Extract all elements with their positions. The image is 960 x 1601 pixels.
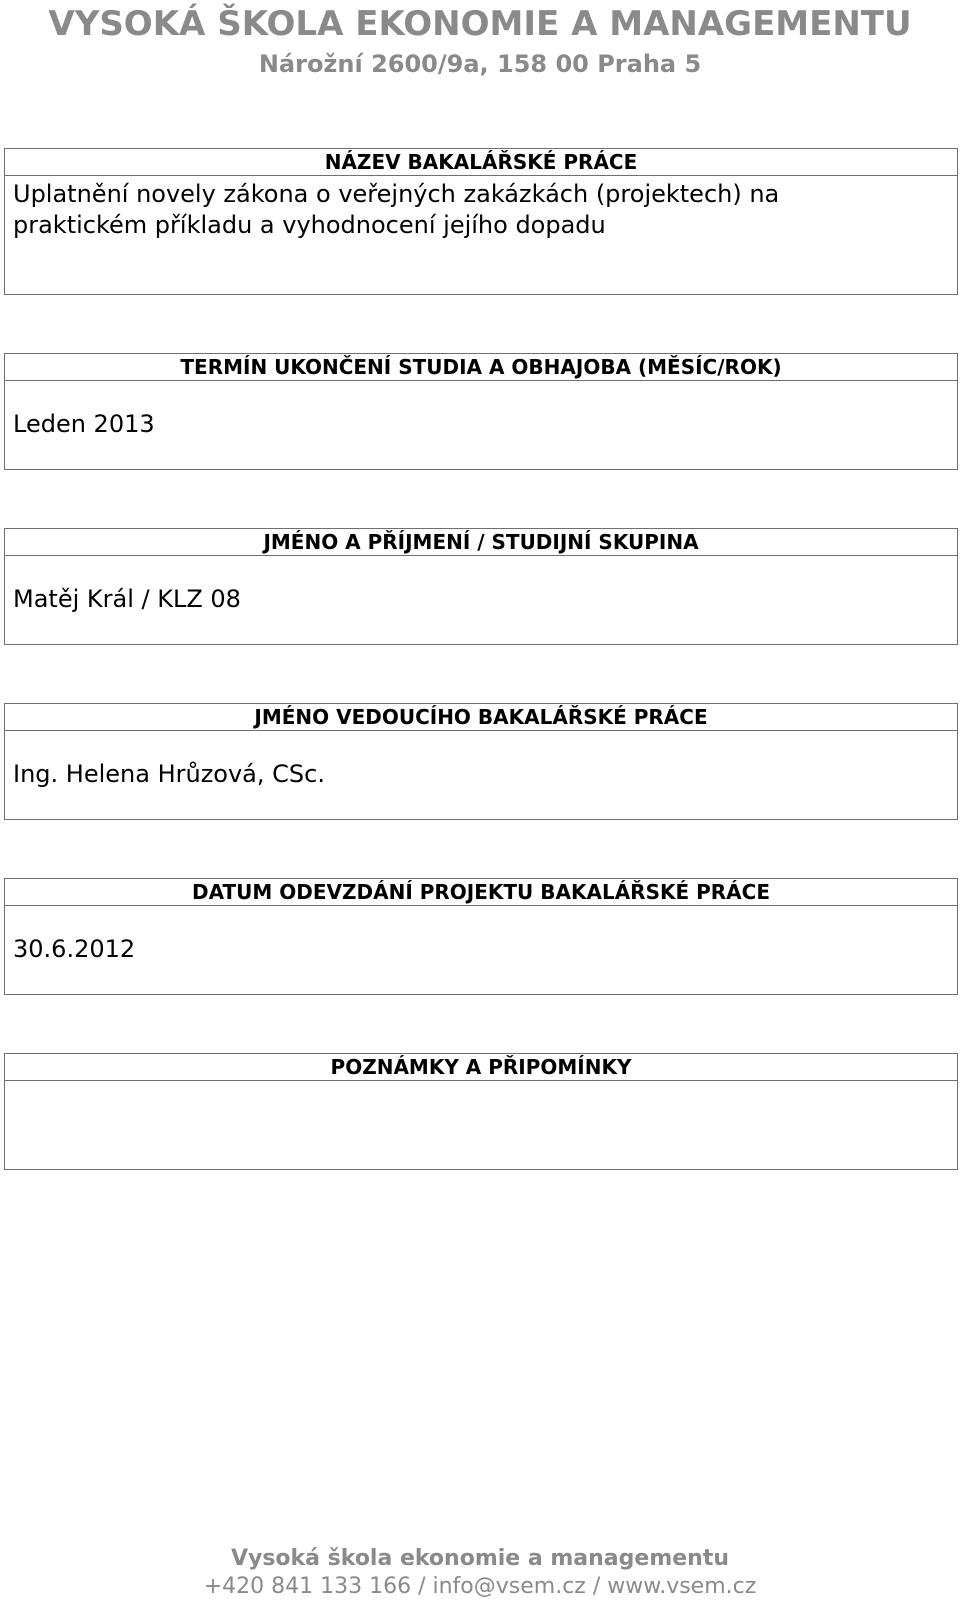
footer-contact: +420 841 133 166 / info@vsem.cz / www.vsem.cz <box>203 1574 757 1599</box>
notes-section <box>4 1053 958 1170</box>
submission-heading: DATUM ODEVZDÁNÍ PROJEKTU BAKALÁŘSKÉ PRÁCE <box>5 879 957 906</box>
supervisor-value: Ing. Helena Hrůzová, CSc. <box>13 760 325 788</box>
completion-heading: TERMÍN UKONČENÍ STUDIA A OBHAJOBA (MĚSÍC/ROK) <box>5 354 957 381</box>
completion-value: Leden 2013 <box>13 410 155 438</box>
submission-value: 30.6.2012 <box>13 935 136 963</box>
submission-section <box>4 878 958 995</box>
student-section <box>4 528 958 645</box>
thesis-title-line-2: praktickém příkladu a vyhodnocení jejího dopadu <box>13 211 606 239</box>
school-address: Nárožní 2600/9a, 158 00 Praha 5 <box>258 50 702 78</box>
supervisor-section <box>4 703 958 820</box>
thesis-title-heading: NÁZEV BAKALÁŘSKÉ PRÁCE <box>5 149 957 176</box>
notes-heading: POZNÁMKY A PŘIPOMÍNKY <box>5 1054 957 1081</box>
thesis-title-line-1: Uplatnění novely zákona o veřejných zakázkách (projektech) na <box>13 180 780 208</box>
footer-school-name: Vysoká škola ekonomie a managementu <box>230 1546 730 1571</box>
supervisor-heading: JMÉNO VEDOUCÍHO BAKALÁŘSKÉ PRÁCE <box>5 704 957 731</box>
student-value: Matěj Král / KLZ 08 <box>13 585 241 613</box>
completion-section <box>4 353 958 470</box>
thesis-title-value <box>5 176 957 241</box>
school-name: VYSOKÁ ŠKOLA EKONOMIE A MANAGEMENTU <box>48 4 912 44</box>
student-heading: JMÉNO A PŘÍJMENÍ / STUDIJNÍ SKUPINA <box>5 529 957 556</box>
thesis-title-section <box>4 148 958 295</box>
